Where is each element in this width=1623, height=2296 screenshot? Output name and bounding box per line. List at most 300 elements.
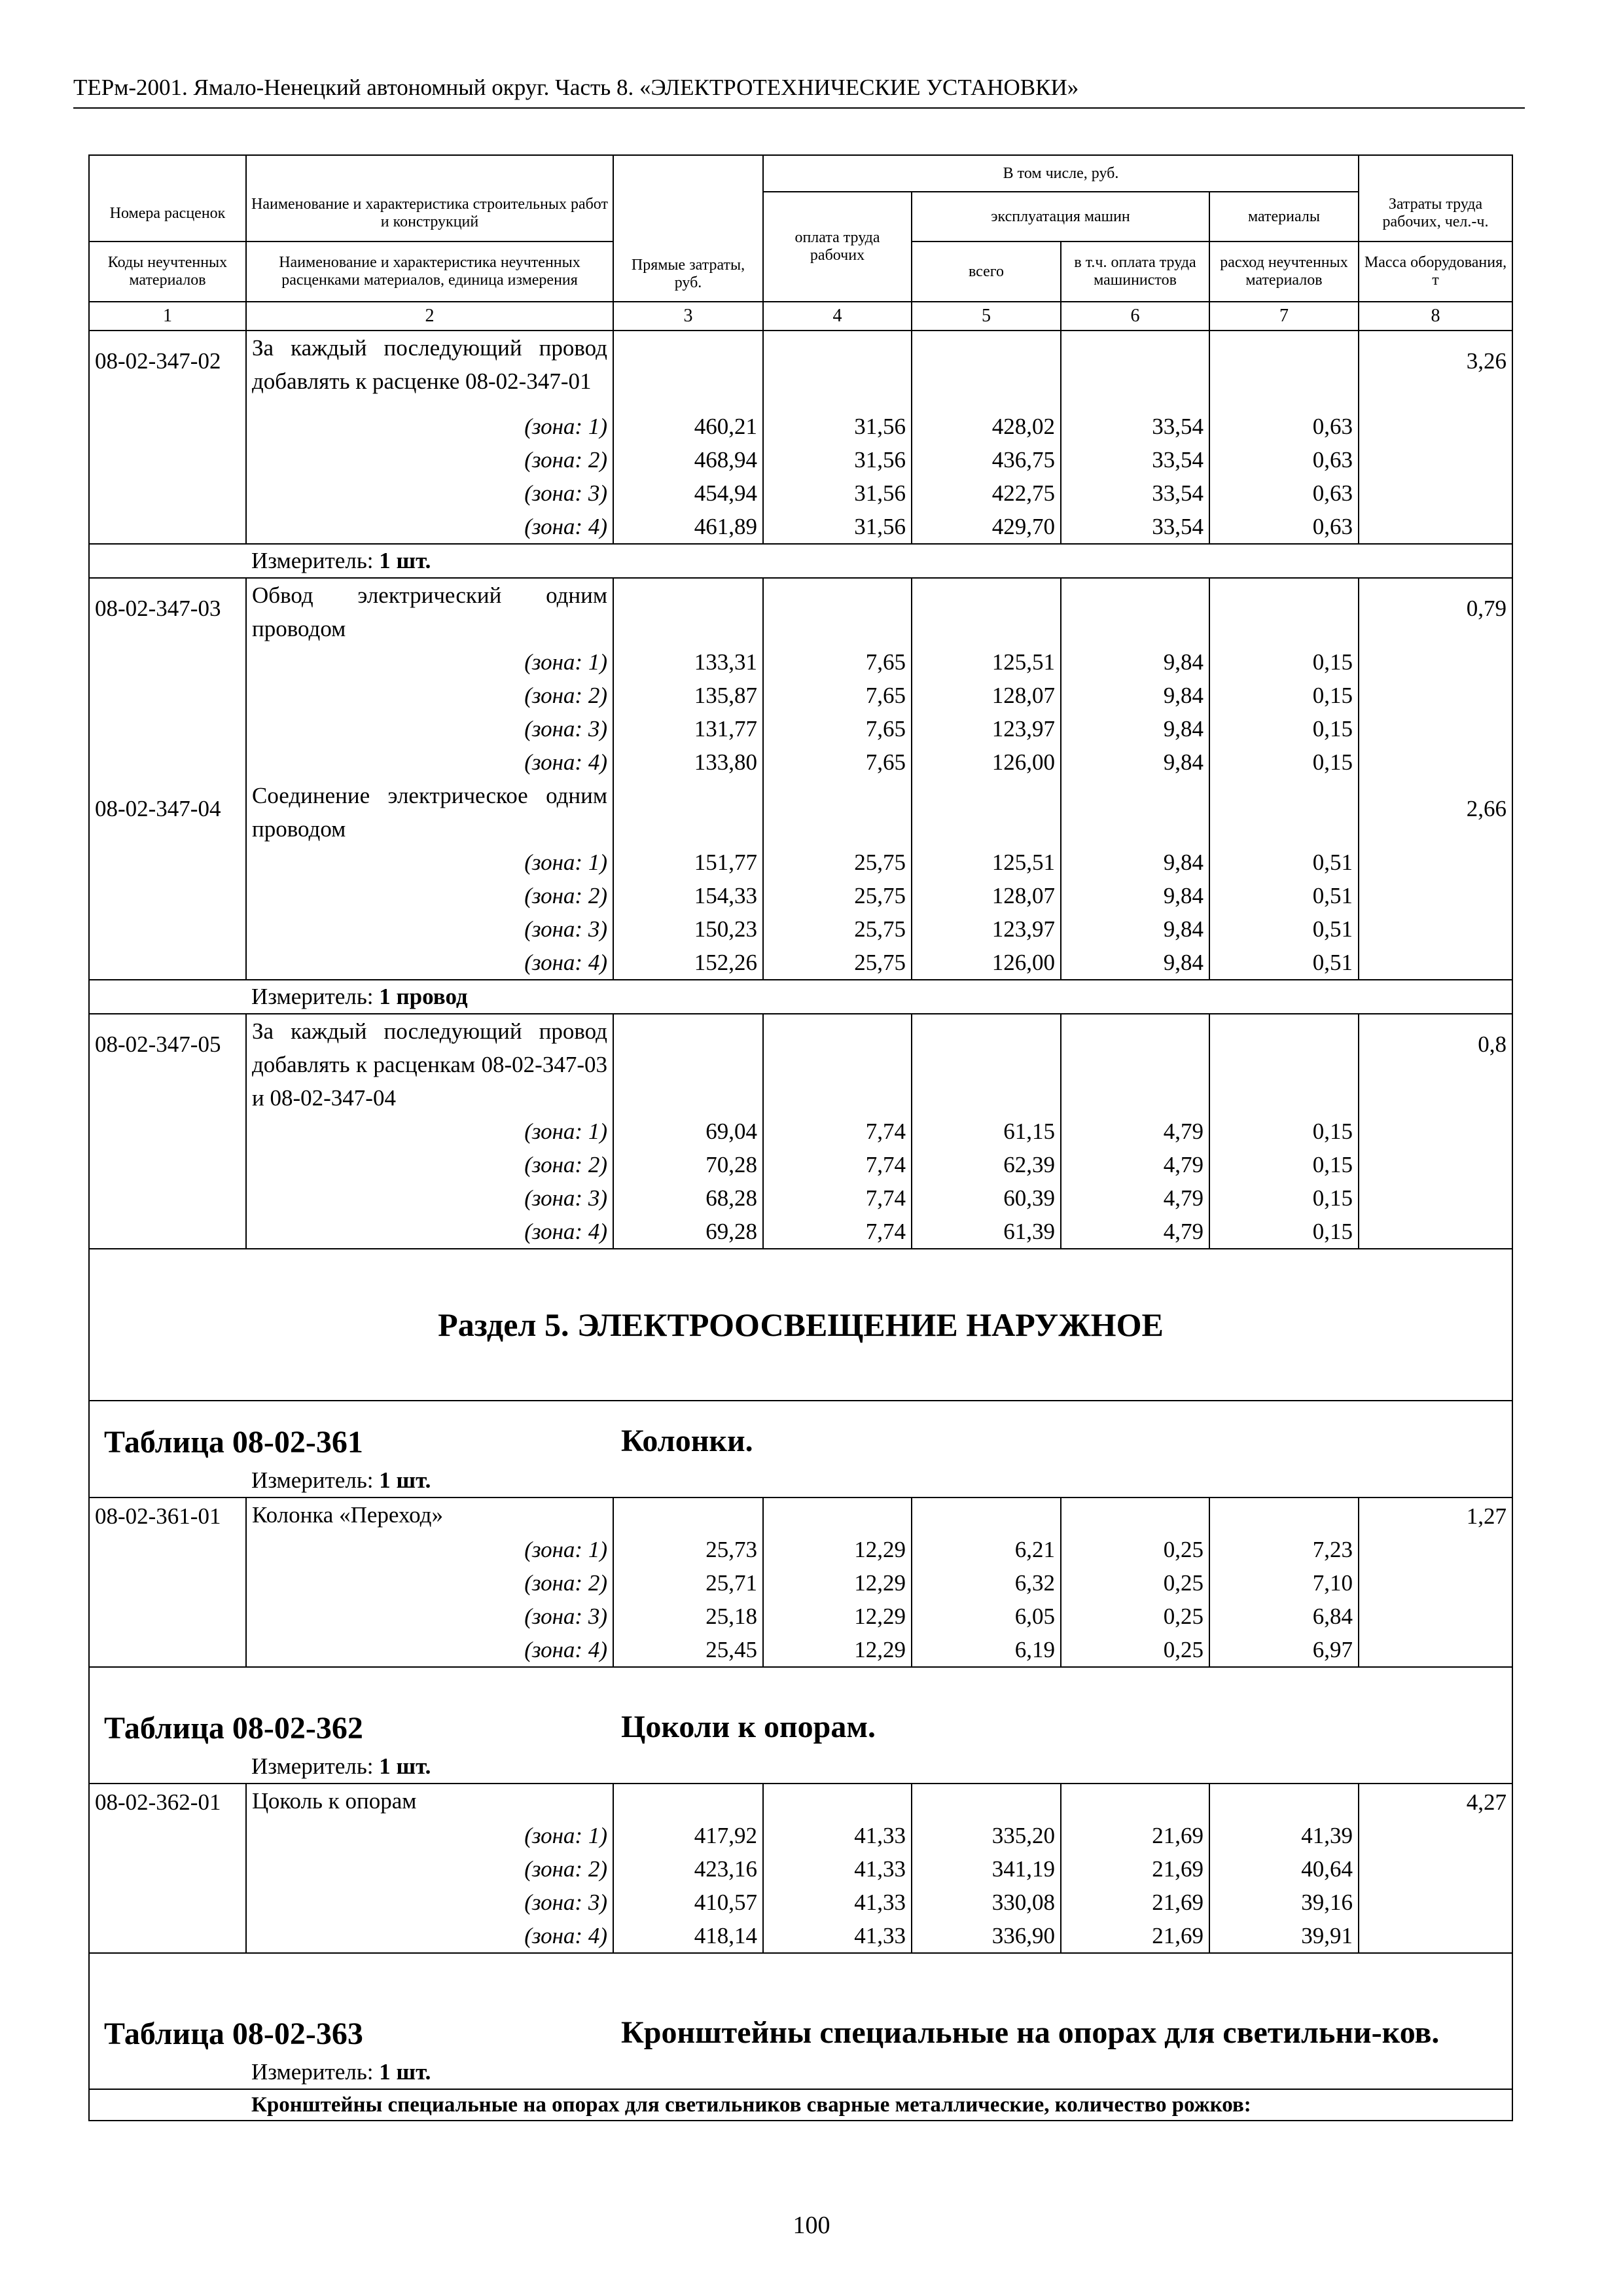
zone-label: (зона: 4): [246, 1919, 613, 1953]
meter-value: 1 шт.: [379, 548, 431, 573]
col-number: 2: [246, 302, 613, 331]
meter-label: Измеритель:: [251, 984, 374, 1009]
zone-label: (зона: 4): [246, 946, 613, 980]
empty-cell: [912, 578, 1061, 645]
zone-value: 0,15: [1209, 645, 1359, 679]
empty-cell: [89, 510, 246, 544]
zone-value: 60,39: [912, 1181, 1061, 1215]
zone-value: 7,10: [1209, 1566, 1359, 1600]
empty-cell: [89, 1750, 246, 1784]
empty-cell: [613, 1498, 763, 1533]
empty-cell: [763, 779, 912, 846]
zone-value: 41,33: [763, 1819, 912, 1852]
zone-value: 0,51: [1209, 946, 1359, 980]
zone-row: [89, 879, 1512, 912]
zone-row: [89, 712, 1512, 745]
zone-value: 429,70: [912, 510, 1061, 544]
zone-value: 41,39: [1209, 1819, 1359, 1852]
zone-value: 418,14: [613, 1919, 763, 1953]
zone-value: 0,51: [1209, 846, 1359, 879]
empty-cell: [89, 1633, 246, 1667]
labor-value: 1,27: [1359, 1498, 1512, 1533]
zone-row: [89, 1600, 1512, 1633]
zone-value: 9,84: [1061, 712, 1209, 745]
price-row: [89, 578, 1512, 645]
empty-cell: [89, 879, 246, 912]
zone-value: 152,26: [613, 946, 763, 980]
zone-value: 7,65: [763, 679, 912, 712]
col-number: 1: [89, 302, 246, 331]
empty-cell: [89, 2089, 246, 2121]
col4-header: оплата труда рабочих: [763, 192, 912, 302]
zone-value: 7,23: [1209, 1533, 1359, 1566]
zone-value: 39,91: [1209, 1919, 1359, 1953]
zone-value: 9,84: [1061, 946, 1209, 980]
zone-value: 0,15: [1209, 679, 1359, 712]
empty-cell: [912, 331, 1061, 410]
col1-header-a: Номера расценок: [89, 155, 246, 242]
col-number: 6: [1061, 302, 1209, 331]
zone-value: 0,63: [1209, 510, 1359, 544]
zone-value: 0,15: [1209, 1215, 1359, 1249]
labor-value: 4,27: [1359, 1784, 1512, 1819]
zone-value: 150,23: [613, 912, 763, 946]
zone-value: 9,84: [1061, 846, 1209, 879]
empty-cell: [89, 846, 246, 879]
price-name: Соединение электрическое одним проводом: [246, 779, 613, 846]
empty-cell: [1359, 1633, 1512, 1667]
empty-cell: [1061, 1498, 1209, 1533]
col7-header: расход неучтенных материалов: [1209, 242, 1359, 302]
zone-label: (зона: 2): [246, 1852, 613, 1886]
meter-cell: [246, 1750, 1512, 1784]
zone-value: 31,56: [763, 443, 912, 476]
zone-label: (зона: 3): [246, 712, 613, 745]
zone-value: 4,79: [1061, 1115, 1209, 1148]
zone-row: [89, 1886, 1512, 1919]
machines-header: эксплуатация машин: [912, 192, 1209, 242]
empty-cell: [1209, 1784, 1359, 1819]
empty-cell: [763, 1498, 912, 1533]
zone-label: (зона: 1): [246, 1533, 613, 1566]
zone-value: 0,15: [1209, 745, 1359, 779]
empty-cell: [912, 1784, 1061, 1819]
zone-value: 0,51: [1209, 912, 1359, 946]
col-number: 3: [613, 302, 763, 331]
zone-value: 12,29: [763, 1533, 912, 1566]
zone-label: (зона: 2): [246, 1566, 613, 1600]
zone-row: [89, 1215, 1512, 1249]
zone-row: [89, 645, 1512, 679]
empty-cell: [1359, 1919, 1512, 1953]
empty-cell: [89, 1533, 246, 1566]
empty-cell: [763, 331, 912, 410]
col8-header-b: Масса оборудования, т: [1359, 242, 1512, 302]
zone-label: (зона: 4): [246, 1215, 613, 1249]
zone-row: [89, 1852, 1512, 1886]
empty-cell: [1359, 712, 1512, 745]
empty-cell: [912, 779, 1061, 846]
empty-cell: [89, 410, 246, 443]
col3-header: Прямые затраты, руб.: [613, 155, 763, 302]
empty-cell: [1359, 410, 1512, 443]
zone-value: 61,39: [912, 1215, 1061, 1249]
meter-row: [89, 1464, 1512, 1498]
col6-header: в т.ч. оплата труда машинистов: [1061, 242, 1209, 302]
zone-row: [89, 410, 1512, 443]
zone-value: 128,07: [912, 679, 1061, 712]
empty-cell: [89, 1852, 246, 1886]
col-number: 5: [912, 302, 1061, 331]
zone-value: 0,25: [1061, 1633, 1209, 1667]
empty-cell: [1359, 1181, 1512, 1215]
table-title-row: [89, 1953, 1512, 2056]
table-title: Колонки.: [621, 1424, 753, 1458]
zone-value: 0,51: [1209, 879, 1359, 912]
col5-header: всего: [912, 242, 1061, 302]
meter-value: 1 шт.: [379, 1467, 431, 1493]
zone-value: 33,54: [1061, 476, 1209, 510]
page-number: 100: [793, 2212, 830, 2239]
zone-label: (зона: 3): [246, 476, 613, 510]
col2-header-a: Наименование и характеристика строительных работ и конструкций: [246, 155, 613, 242]
empty-cell: [89, 1600, 246, 1633]
zone-label: (зона: 1): [246, 1819, 613, 1852]
empty-cell: [613, 1784, 763, 1819]
zone-row: [89, 679, 1512, 712]
price-code: 08-02-347-04: [89, 779, 246, 846]
zone-value: 9,84: [1061, 879, 1209, 912]
zone-value: 7,74: [763, 1115, 912, 1148]
price-name: Обвод электрический одним проводом: [246, 578, 613, 645]
empty-cell: [912, 1014, 1061, 1115]
empty-cell: [1359, 879, 1512, 912]
price-row: [89, 1014, 1512, 1115]
empty-cell: [1359, 745, 1512, 779]
empty-cell: [763, 578, 912, 645]
zone-value: 7,74: [763, 1148, 912, 1181]
price-code: 08-02-347-05: [89, 1014, 246, 1115]
zone-value: 25,71: [613, 1566, 763, 1600]
zone-value: 4,79: [1061, 1181, 1209, 1215]
meter-label: Измеритель:: [251, 548, 374, 573]
price-code: 08-02-361-01: [89, 1498, 246, 1533]
meter-value: 1 провод: [379, 984, 468, 1009]
zone-value: 6,84: [1209, 1600, 1359, 1633]
zone-value: 41,33: [763, 1919, 912, 1953]
zone-value: 21,69: [1061, 1819, 1209, 1852]
table-title-row: [89, 1401, 1512, 1464]
empty-cell: [613, 331, 763, 410]
zone-value: 417,92: [613, 1819, 763, 1852]
zone-value: 7,65: [763, 645, 912, 679]
zone-value: 128,07: [912, 879, 1061, 912]
empty-cell: [613, 578, 763, 645]
incl-header: В том числе, руб.: [763, 155, 1359, 192]
empty-cell: [89, 1566, 246, 1600]
empty-cell: [1359, 846, 1512, 879]
zone-value: 0,15: [1209, 1181, 1359, 1215]
zone-value: 68,28: [613, 1181, 763, 1215]
empty-cell: [89, 712, 246, 745]
empty-cell: [1359, 1852, 1512, 1886]
meter-row: [89, 1750, 1512, 1784]
zone-value: 69,04: [613, 1115, 763, 1148]
col-number: 7: [1209, 302, 1359, 331]
zone-value: 12,29: [763, 1600, 912, 1633]
meter-value: 1 шт.: [379, 1753, 431, 1779]
zone-value: 21,69: [1061, 1886, 1209, 1919]
empty-cell: [1359, 1215, 1512, 1249]
zone-row: [89, 1633, 1512, 1667]
meter-value: 1 шт.: [379, 2059, 431, 2085]
zone-value: 6,19: [912, 1633, 1061, 1667]
zone-value: 454,94: [613, 476, 763, 510]
zone-value: 25,75: [763, 846, 912, 879]
zone-label: (зона: 1): [246, 1115, 613, 1148]
zone-value: 33,54: [1061, 410, 1209, 443]
empty-cell: [613, 1014, 763, 1115]
price-code: 08-02-347-02: [89, 331, 246, 410]
empty-cell: [89, 443, 246, 476]
zone-label: (зона: 2): [246, 1148, 613, 1181]
zone-value: 0,63: [1209, 476, 1359, 510]
price-name: Цоколь к опорам: [246, 1784, 613, 1819]
section-title: Раздел 5. ЭЛЕКТРООСВЕЩЕНИЕ НАРУЖНОЕ: [89, 1249, 1512, 1401]
zone-value: 12,29: [763, 1633, 912, 1667]
meter-cell: [246, 1464, 1512, 1498]
empty-cell: [1061, 1014, 1209, 1115]
zone-value: 9,84: [1061, 645, 1209, 679]
zone-value: 7,74: [763, 1215, 912, 1249]
empty-cell: [1359, 1886, 1512, 1919]
empty-cell: [89, 2056, 246, 2089]
empty-cell: [1359, 1115, 1512, 1148]
empty-cell: [89, 1919, 246, 1953]
labor-value: 0,79: [1359, 578, 1512, 645]
empty-cell: [1061, 779, 1209, 846]
zone-row: [89, 1115, 1512, 1148]
zone-value: 0,25: [1061, 1566, 1209, 1600]
col8-header-a: Затраты труда рабочих, чел.-ч.: [1359, 155, 1512, 242]
empty-cell: [89, 912, 246, 946]
zone-label: (зона: 1): [246, 410, 613, 443]
zone-value: 7,65: [763, 745, 912, 779]
labor-value: 0,8: [1359, 1014, 1512, 1115]
price-name: За каждый последующий провод добавлять к расценке 08-02-347-01: [246, 331, 613, 410]
empty-cell: [1359, 476, 1512, 510]
zone-value: 7,74: [763, 1181, 912, 1215]
meter-label: Измеритель:: [251, 1467, 374, 1493]
zone-value: 25,75: [763, 946, 912, 980]
zone-value: 41,33: [763, 1886, 912, 1919]
zone-row: [89, 1533, 1512, 1566]
zone-label: (зона: 2): [246, 679, 613, 712]
zone-label: (зона: 2): [246, 443, 613, 476]
zone-value: 61,15: [912, 1115, 1061, 1148]
empty-cell: [1359, 679, 1512, 712]
zone-value: 25,75: [763, 912, 912, 946]
zone-value: 69,28: [613, 1215, 763, 1249]
zone-value: 25,18: [613, 1600, 763, 1633]
zone-row: [89, 946, 1512, 980]
table-number: Таблица 08-02-361: [104, 1425, 363, 1460]
zone-value: 41,33: [763, 1852, 912, 1886]
zone-row: [89, 1566, 1512, 1600]
zone-value: 151,77: [613, 846, 763, 879]
zone-value: 31,56: [763, 410, 912, 443]
empty-cell: [89, 1886, 246, 1919]
empty-cell: [89, 946, 246, 980]
empty-cell: [1359, 1600, 1512, 1633]
empty-cell: [89, 476, 246, 510]
zone-value: 31,56: [763, 510, 912, 544]
bracket-caption: Кронштейны специальные на опорах для светильников сварные металлические, количество рожков:: [246, 2089, 1512, 2121]
zone-value: 4,79: [1061, 1215, 1209, 1249]
zone-label: (зона: 3): [246, 1886, 613, 1919]
zone-label: (зона: 1): [246, 846, 613, 879]
materials-header: материалы: [1209, 192, 1359, 242]
zone-value: 6,97: [1209, 1633, 1359, 1667]
zone-value: 12,29: [763, 1566, 912, 1600]
zone-value: 25,73: [613, 1533, 763, 1566]
zone-value: 126,00: [912, 946, 1061, 980]
price-name: Колонка «Переход»: [246, 1498, 613, 1533]
zone-value: 40,64: [1209, 1852, 1359, 1886]
zone-value: 410,57: [613, 1886, 763, 1919]
empty-cell: [89, 1115, 246, 1148]
price-row: [89, 1498, 1512, 1533]
zone-value: 33,54: [1061, 510, 1209, 544]
empty-cell: [1359, 1533, 1512, 1566]
table-number: Таблица 08-02-362: [104, 1711, 363, 1746]
zone-value: 428,02: [912, 410, 1061, 443]
zone-value: 0,15: [1209, 1148, 1359, 1181]
meter-cell: [246, 980, 1512, 1014]
zone-value: 0,63: [1209, 410, 1359, 443]
empty-cell: [89, 980, 246, 1014]
price-code: 08-02-347-03: [89, 578, 246, 645]
meter-cell: [246, 544, 1512, 578]
zone-label: (зона: 2): [246, 879, 613, 912]
col2-header-b: Наименование и характеристика неучтенных расценками материалов, единица измерения: [246, 242, 613, 302]
section-row: [89, 1249, 1512, 1401]
table-number: Таблица 08-02-363: [104, 2017, 363, 2051]
zone-label: (зона: 4): [246, 510, 613, 544]
zone-value: 70,28: [613, 1148, 763, 1181]
zone-value: 341,19: [912, 1852, 1061, 1886]
empty-cell: [89, 1819, 246, 1852]
page-header: ТЕРм-2001. Ямало-Ненецкий автономный округ. Часть 8. «ЭЛЕКТРОТЕХНИЧЕСКИЕ УСТАНОВКИ»: [73, 73, 1525, 109]
zone-value: 0,15: [1209, 1115, 1359, 1148]
zone-value: 0,25: [1061, 1600, 1209, 1633]
empty-cell: [1359, 645, 1512, 679]
zone-label: (зона: 3): [246, 1600, 613, 1633]
zone-value: 123,97: [912, 912, 1061, 946]
zone-value: 460,21: [613, 410, 763, 443]
price-code: 08-02-362-01: [89, 1784, 246, 1819]
table-title-row: [89, 1667, 1512, 1750]
empty-cell: [1359, 1566, 1512, 1600]
empty-cell: [89, 745, 246, 779]
table-title: Цоколи к опорам.: [621, 1710, 876, 1744]
meter-row: [89, 2056, 1512, 2089]
zone-value: 0,63: [1209, 443, 1359, 476]
zone-value: 330,08: [912, 1886, 1061, 1919]
zone-value: 436,75: [912, 443, 1061, 476]
empty-cell: [613, 779, 763, 846]
zone-row: [89, 1819, 1512, 1852]
empty-cell: [1061, 578, 1209, 645]
zone-row: [89, 1148, 1512, 1181]
zone-value: 125,51: [912, 846, 1061, 879]
zone-label: (зона: 3): [246, 912, 613, 946]
zone-label: (зона: 4): [246, 1633, 613, 1667]
zone-value: 9,84: [1061, 912, 1209, 946]
meter-cell: [246, 2056, 1512, 2089]
empty-cell: [1359, 946, 1512, 980]
zone-value: 422,75: [912, 476, 1061, 510]
meter-label: Измеритель:: [251, 1753, 374, 1779]
zone-row: [89, 1181, 1512, 1215]
empty-cell: [763, 1014, 912, 1115]
meter-row: [89, 980, 1512, 1014]
zone-value: 0,15: [1209, 712, 1359, 745]
zone-value: 336,90: [912, 1919, 1061, 1953]
empty-cell: [89, 645, 246, 679]
meter-row: [89, 544, 1512, 578]
empty-cell: [1359, 1148, 1512, 1181]
zone-row: [89, 846, 1512, 879]
empty-cell: [912, 1498, 1061, 1533]
zone-value: 39,16: [1209, 1886, 1359, 1919]
zone-value: 0,25: [1061, 1533, 1209, 1566]
empty-cell: [1359, 510, 1512, 544]
zone-value: 6,21: [912, 1533, 1061, 1566]
empty-cell: [1209, 1498, 1359, 1533]
empty-cell: [1061, 1784, 1209, 1819]
zone-value: 335,20: [912, 1819, 1061, 1852]
empty-cell: [1209, 1014, 1359, 1115]
zone-value: 126,00: [912, 745, 1061, 779]
zone-row: [89, 745, 1512, 779]
col-number: 4: [763, 302, 912, 331]
zone-label: (зона: 1): [246, 645, 613, 679]
zone-label: (зона: 4): [246, 745, 613, 779]
zone-value: 25,75: [763, 879, 912, 912]
price-name: За каждый последующий провод добавлять к расценкам 08-02-347-03 и 08-02-347-04: [246, 1014, 613, 1115]
empty-cell: [89, 1215, 246, 1249]
zone-row: [89, 510, 1512, 544]
zone-value: 25,45: [613, 1633, 763, 1667]
zone-value: 133,80: [613, 745, 763, 779]
empty-cell: [89, 679, 246, 712]
price-row: [89, 779, 1512, 846]
zone-row: [89, 912, 1512, 946]
zone-value: 468,94: [613, 443, 763, 476]
zone-value: 31,56: [763, 476, 912, 510]
empty-cell: [89, 1464, 246, 1498]
price-row: [89, 1784, 1512, 1819]
zone-value: 33,54: [1061, 443, 1209, 476]
empty-cell: [1359, 443, 1512, 476]
last-row: [89, 2089, 1512, 2121]
zone-value: 7,65: [763, 712, 912, 745]
empty-cell: [763, 1784, 912, 1819]
zone-value: 4,79: [1061, 1148, 1209, 1181]
zone-value: 21,69: [1061, 1919, 1209, 1953]
empty-cell: [1061, 331, 1209, 410]
